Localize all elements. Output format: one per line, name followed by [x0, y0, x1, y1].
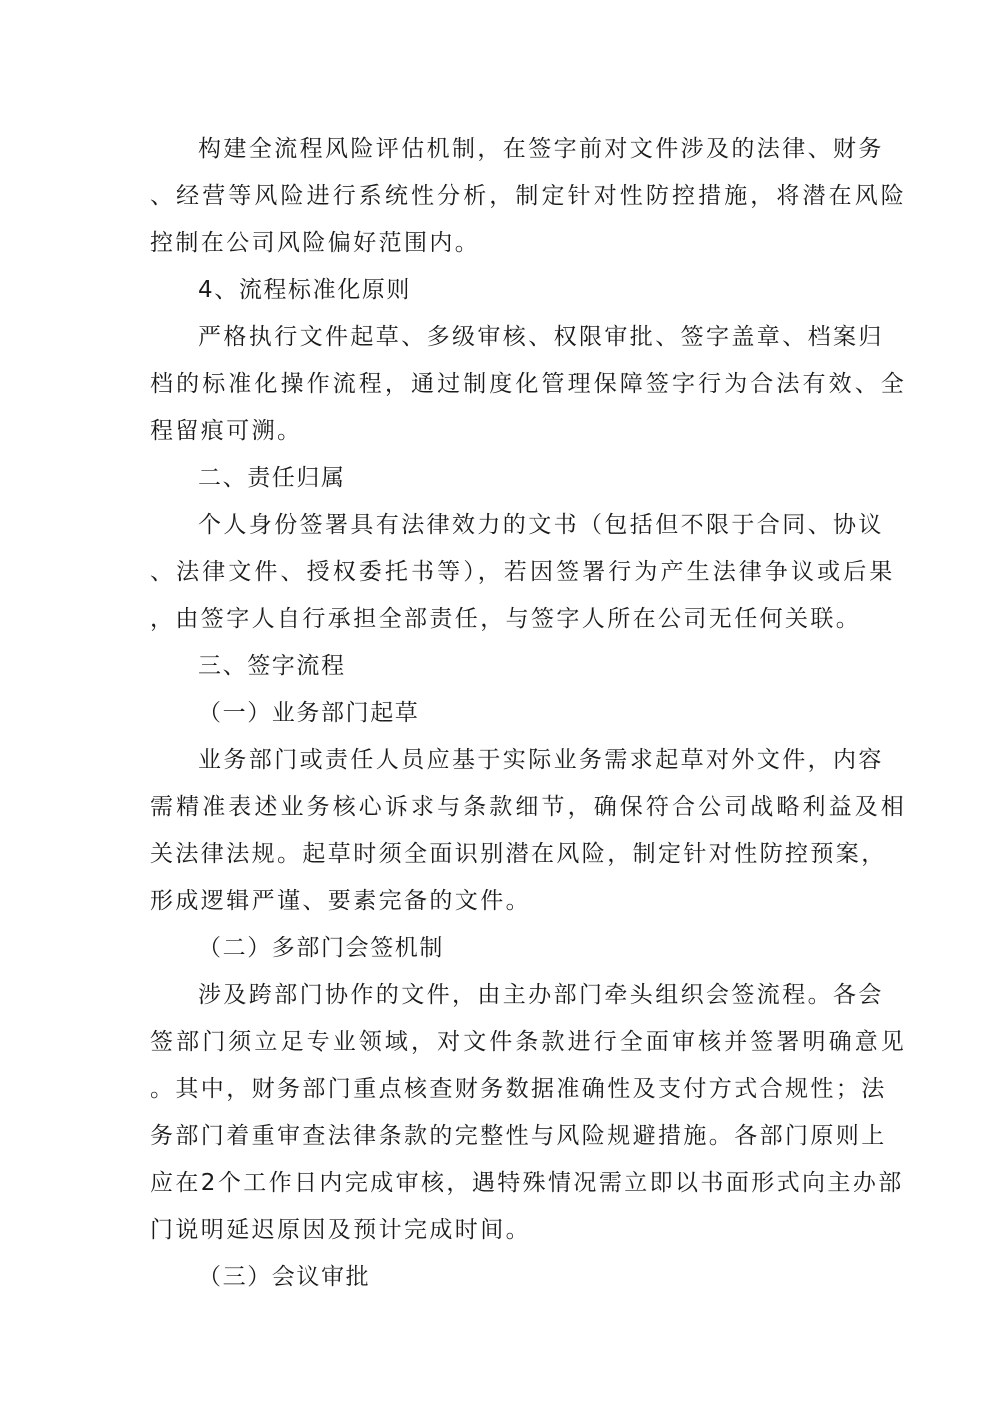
paragraph-line: 严格执行文件起草、多级审核、权限审批、签字盖章、档案归: [198, 324, 884, 350]
paragraph-line: 程留痕可溯。: [150, 418, 303, 444]
paragraph-line: 档的标准化操作流程，通过制度化管理保障签字行为合法有效、全: [150, 371, 907, 397]
section-heading: 三、签字流程: [198, 653, 346, 679]
subsection-heading: （二）多部门会签机制: [198, 935, 444, 961]
paragraph-line: 、法律文件、授权委托书等），若因签署行为产生法律争议或后果: [150, 559, 896, 585]
subsection-heading: （一）业务部门起草: [198, 700, 420, 726]
paragraph-line: 构建全流程风险评估机制，在签字前对文件涉及的法律、财务: [198, 136, 884, 162]
paragraph-line: 需精准表述业务核心诉求与条款细节，确保符合公司战略利益及相: [150, 794, 907, 820]
section-heading: 二、责任归属: [198, 465, 346, 491]
paragraph-line: 关法律法规。起草时须全面识别潜在风险，制定针对性防控预案，: [150, 841, 887, 867]
paragraph-line: 形成逻辑严谨、要素完备的文件。: [150, 888, 531, 914]
paragraph-line: 应在2个工作日内完成审核，遇特殊情况需立即以书面形式向主办部: [150, 1170, 904, 1196]
paragraph-line: 控制在公司风险偏好范围内。: [150, 230, 481, 256]
paragraph-line: 个人身份签署具有法律效力的文书（包括但不限于合同、协议: [198, 512, 884, 538]
paragraph-line: ，由签字人自行承担全部责任，与签字人所在公司无任何关联。: [150, 606, 862, 632]
paragraph-line: 务部门着重审查法律条款的完整性与风险规避措施。各部门原则上: [150, 1123, 887, 1149]
paragraph-line: 涉及跨部门协作的文件，由主办部门牵头组织会签流程。各会: [198, 982, 884, 1008]
paragraph-line: 。其中，财务部门重点核查财务数据准确性及支付方式合规性；法: [150, 1076, 887, 1102]
section-heading: 4、流程标准化原则: [198, 277, 412, 303]
paragraph-line: 、经营等风险进行系统性分析，制定针对性防控措施，将潜在风险: [150, 183, 907, 209]
paragraph-line: 签部门须立足专业领域，对文件条款进行全面审核并签署明确意见: [150, 1029, 907, 1055]
paragraph-line: 门说明延迟原因及预计完成时间。: [150, 1217, 531, 1243]
subsection-heading: （三）会议审批: [198, 1264, 371, 1290]
paragraph-line: 业务部门或责任人员应基于实际业务需求起草对外文件，内容: [198, 747, 884, 773]
